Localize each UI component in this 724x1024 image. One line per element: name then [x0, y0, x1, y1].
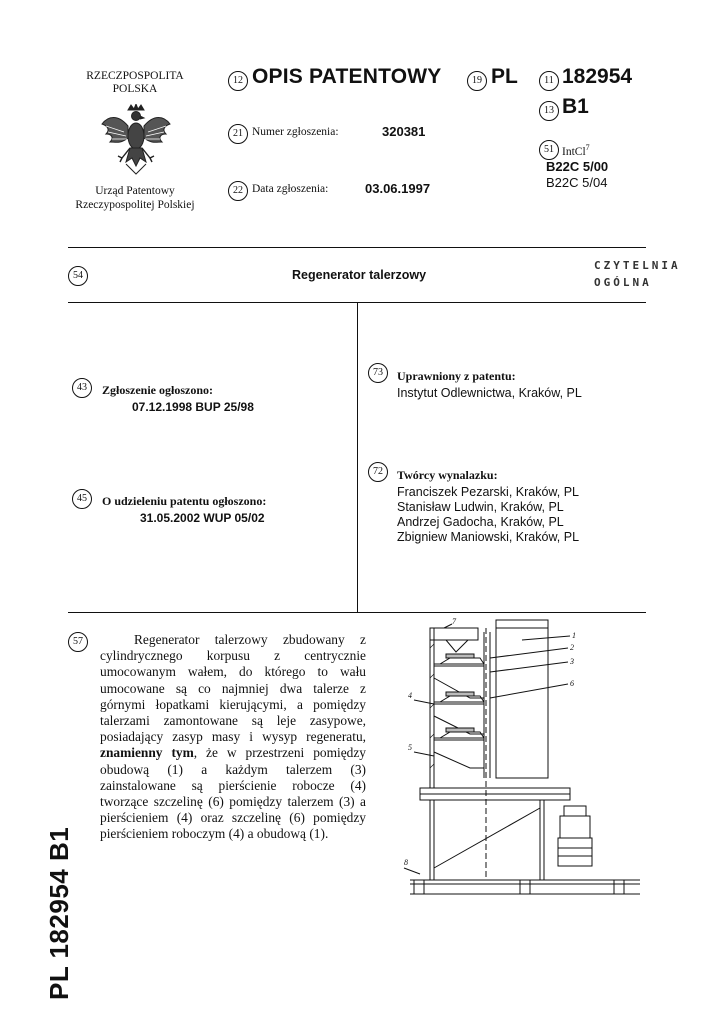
- stamp-line-1: CZYTELNIA: [594, 259, 681, 272]
- inid-code-43: 43: [72, 378, 92, 398]
- abstract-text-end: , że w przestrzeni pomiędzy obudową (1) a każdym talerzem (3) zainstalowane są pierścienie robocze (4) tworzące szczelinę (6) pomiędzy talerzem (3) a pierścieniem (4) oraz szczelinę (6) pomiędzy pierścieniem roboczym (4) a obudową (1).: [100, 745, 366, 842]
- inid-code-51: 51: [539, 140, 559, 160]
- drawing-label: 4: [408, 691, 412, 700]
- kind-code: B1: [562, 95, 589, 118]
- drawing-label: 6: [570, 679, 574, 688]
- application-publication-value: 07.12.1998 BUP 25/98: [132, 400, 254, 414]
- stamp-line-2: OGÓLNA: [594, 276, 652, 289]
- grant-publication-value: 31.05.2002 WUP 05/02: [140, 511, 265, 525]
- inid-code-21: 21: [228, 124, 248, 144]
- office-line-2: Rzeczypospolitej Polskiej: [75, 199, 195, 211]
- drawing-label: 1: [572, 631, 576, 640]
- inid-code-72: 72: [368, 462, 388, 482]
- grant-publication-label: O udzieleniu patentu ogłoszono:: [102, 494, 267, 508]
- abstract-emphasis: znamienny tym: [100, 745, 194, 761]
- ipc-version: 7: [585, 143, 590, 152]
- inventors-list: [397, 485, 579, 545]
- inventor-name: Zbigniew Maniowski, Kraków, PL: [397, 530, 580, 544]
- inid-code-19: 19: [467, 71, 487, 91]
- filing-date: 03.06.1997: [365, 181, 431, 196]
- office-line-1: Urząd Patentowy: [95, 185, 175, 197]
- application-publication-label: Zgłoszenie ogłoszono:: [102, 383, 213, 397]
- inventor-name: Andrzej Gadocha, Kraków, PL: [397, 515, 564, 529]
- regenerator-drawing: [400, 618, 650, 908]
- column-divider: [357, 302, 358, 612]
- issuer-office: [55, 184, 215, 212]
- inid-code-11: 11: [539, 71, 559, 91]
- divider-top: [68, 247, 646, 248]
- polish-eagle-emblem-icon: [100, 104, 172, 180]
- library-stamp: [594, 259, 681, 289]
- inventor-name: Stanisław Ludwin, Kraków, PL: [397, 500, 564, 514]
- drawing-label: 8: [404, 858, 408, 867]
- side-patent-label: PL 182954 B1: [44, 826, 74, 1000]
- country-code: PL: [491, 65, 518, 88]
- inid-code-73: 73: [368, 363, 388, 383]
- inid-code-12: 12: [228, 71, 248, 91]
- divider-abstract-top: [68, 612, 646, 613]
- owner-label: Uprawniony z patentu:: [397, 369, 516, 383]
- inid-code-13: 13: [539, 101, 559, 121]
- inid-code-22: 22: [228, 181, 248, 201]
- inventor-name: Franciszek Pezarski, Kraków, PL: [397, 485, 580, 499]
- abstract-text: [100, 632, 366, 843]
- ipc-primary: B22C 5/00: [546, 159, 609, 174]
- country-line-2: POLSKA: [112, 83, 158, 95]
- document-type: OPIS PATENTOWY: [252, 65, 442, 88]
- issuer-country: [60, 70, 210, 96]
- inid-code-54: 54: [68, 266, 88, 286]
- ipc-label: [562, 143, 590, 158]
- patent-number: 182954: [562, 65, 633, 88]
- drawing-label: 5: [408, 743, 412, 752]
- invention-title: Regenerator talerzowy: [292, 268, 427, 282]
- inid-code-45: 45: [72, 489, 92, 509]
- application-number: 320381: [382, 124, 426, 139]
- application-number-label: Numer zgłoszenia:: [252, 126, 339, 138]
- ipc-label-text: IntCl: [562, 145, 586, 158]
- abstract-text-start: Regenerator talerzowy zbudowany z cylindrycznego korpusu z centrycznie umocowanym wałem, do którego to wału umocowane są co najmniej dwa talerze z górnymi łopatkami kierującymi, a pomiędzy talerzami zamontowane są leje zasypowe, posiadający zasyp masy i wysyp regeneratu,: [100, 632, 366, 745]
- filing-date-label: Data zgłoszenia:: [252, 183, 329, 195]
- inid-code-57: 57: [68, 632, 88, 652]
- drawing-label: 7: [452, 618, 456, 626]
- ipc-secondary: B22C 5/04: [546, 175, 608, 190]
- country-line-1: RZECZPOSPOLITA: [86, 70, 184, 82]
- owner-value: Instytut Odlewnictwa, Kraków, PL: [397, 386, 582, 400]
- drawing-label: 2: [570, 643, 574, 652]
- inventors-label: Twórcy wynalazku:: [397, 468, 498, 482]
- drawing-label: 3: [570, 657, 574, 666]
